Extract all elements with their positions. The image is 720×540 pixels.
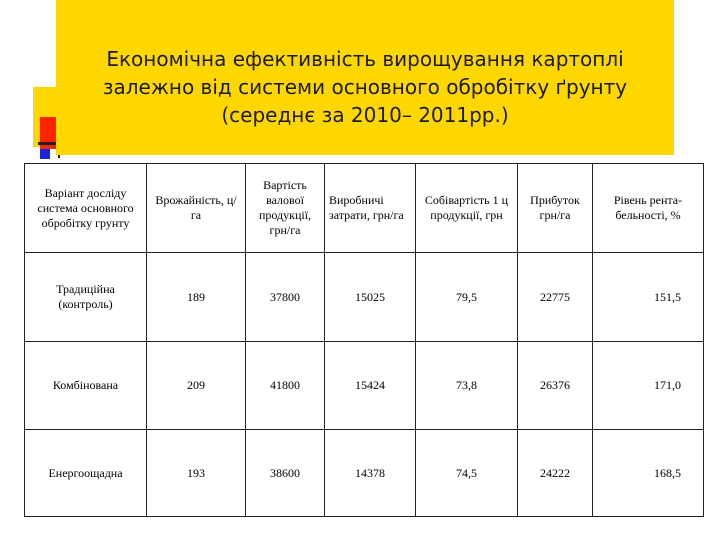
- cell-yield: 193: [147, 430, 246, 517]
- header-profit: Прибуток грн/га: [518, 164, 593, 253]
- cell-profit: 24222: [518, 430, 593, 517]
- cell-cost-per-unit: 74,5: [416, 430, 518, 517]
- cell-cost-per-unit: 73,8: [416, 342, 518, 430]
- cell-variant: Комбінована: [25, 342, 147, 430]
- cell-profit: 26376: [518, 342, 593, 430]
- page-title: [103, 45, 627, 129]
- title-box: [56, 0, 674, 155]
- cell-yield: 189: [147, 253, 246, 342]
- cell-gross-value: 38600: [246, 430, 325, 517]
- cell-profit: 22775: [518, 253, 593, 342]
- cell-variant: Енергоощадна: [25, 430, 147, 517]
- table-row: [25, 253, 704, 342]
- table-row: [25, 342, 704, 430]
- cell-profitability: 151,5: [593, 253, 704, 342]
- cell-cost-per-unit: 79,5: [416, 253, 518, 342]
- cell-production-costs: 15424: [325, 342, 416, 430]
- cell-production-costs: 15025: [325, 253, 416, 342]
- header-cost-per-unit: Собівартість 1 ц продукції, грн: [416, 164, 518, 253]
- cell-variant: Традиційна (контроль): [25, 253, 147, 342]
- cell-production-costs: 14378: [325, 430, 416, 517]
- header-gross-value: Вартість валової продукції, грн/га: [246, 164, 325, 253]
- table-header-row: [25, 164, 704, 253]
- cell-profitability: 168,5: [593, 430, 704, 517]
- cell-gross-value: 37800: [246, 253, 325, 342]
- table-row: [25, 430, 704, 517]
- decorative-blue-square: [40, 149, 50, 159]
- header-profitability: Рівень рента-бельності, %: [593, 164, 704, 253]
- title-line-2: залежно від системи основного обробітку ґрунту: [102, 74, 628, 99]
- header-variant: Варіант досліду система основного обробітку грунту: [25, 164, 147, 253]
- cell-profitability: 171,0: [593, 342, 704, 430]
- cell-yield: 209: [147, 342, 246, 430]
- cell-gross-value: 41800: [246, 342, 325, 430]
- header-production-costs: Виробничі затрати, грн/га: [325, 164, 416, 253]
- header-yield: Врожайність, ц/га: [147, 164, 246, 253]
- title-line-3: (середнє за 2010– 2011рр.): [221, 102, 509, 127]
- efficiency-table: [24, 163, 704, 517]
- title-line-1: Економічна ефективність вирощування картоплі: [106, 46, 624, 71]
